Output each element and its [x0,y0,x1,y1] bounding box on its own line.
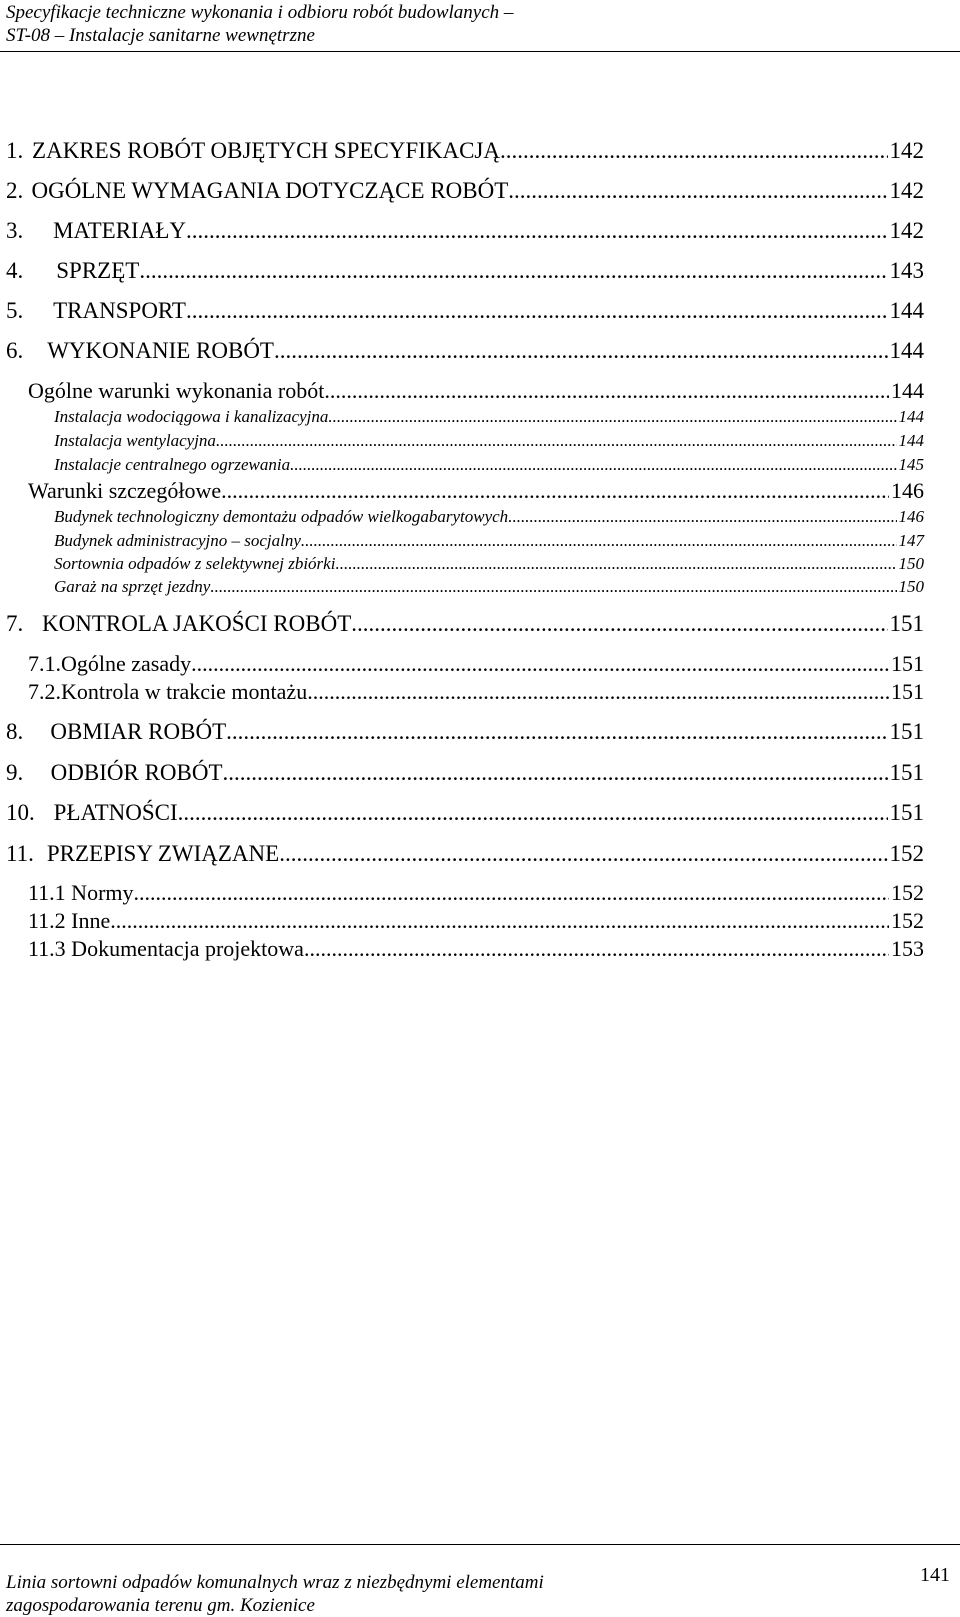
toc-leader-dots [301,530,897,551]
page-footer [0,1544,960,1617]
toc-leader-dots [500,137,888,165]
toc-subsubentry[interactable] [54,553,924,574]
footer-line-1: Linia sortowni odpadów komunalnych wraz z niezbędnymi elementami [6,1572,544,1593]
toc-entry-number: 9. [6,760,24,785]
toc-leader-dots [324,378,889,404]
toc-leader-dots [134,880,889,906]
toc-leader-dots [191,651,889,677]
toc-entry-page: 144 [891,378,924,403]
toc-entry-page: 147 [898,531,924,550]
toc-entry[interactable] [6,610,924,638]
toc-entry-title: Instalacje centralnego ogrzewania [54,455,291,474]
toc-entry-title: PŁATNOŚCI [53,800,178,825]
toc-entry-page: 144 [889,338,924,363]
toc-subentry[interactable] [28,478,924,504]
toc-entry[interactable] [6,840,924,868]
toc-entry-title: OBMIAR ROBÓT [50,719,227,744]
page-header [0,0,960,52]
toc-entry-title: Warunki szczegółowe [28,478,222,503]
toc-subsubentry[interactable] [54,576,924,597]
toc-entry-number: 1. [6,138,24,163]
toc-leader-dots [508,506,896,527]
toc-entry-page: 142 [889,218,924,243]
toc-leader-dots [508,177,887,205]
toc-entry-number: 7. [6,611,24,636]
toc-leader-dots [307,679,889,705]
toc-entry[interactable] [6,137,924,165]
toc-leader-dots [216,430,897,451]
toc-entry[interactable] [6,799,924,827]
toc-entry-page: 144 [889,298,924,323]
toc-leader-dots [139,257,887,285]
toc-leader-dots [351,610,887,638]
toc-entry-page: 142 [889,138,924,163]
toc-entry-page: 152 [891,908,924,933]
toc-entry-page: 142 [889,178,924,203]
toc-entry-page: 151 [889,800,924,825]
toc-entry-number: 6. [6,338,24,363]
toc-subsubentry[interactable] [54,406,924,427]
toc-entry-page: 146 [891,478,924,503]
toc-entry[interactable] [6,177,924,205]
toc-entry-title: TRANSPORT [53,298,186,323]
toc-entry-page: 151 [889,719,924,744]
toc-entry-title: SPRZĘT [56,258,140,283]
toc-subentry[interactable] [28,651,924,677]
toc-entry[interactable] [6,718,924,746]
toc-entry-page: 152 [891,880,924,905]
toc-entry-title: KONTROLA JAKOŚCI ROBÓT [42,611,352,636]
toc-leader-dots [186,297,888,325]
toc-entry-page: 150 [898,577,924,596]
toc-subentry[interactable] [28,908,924,934]
toc-entry-title: 11.1 Normy [28,880,134,905]
toc-entry-number: 4. [6,258,24,283]
toc-leader-dots [221,478,889,504]
toc-entry-page: 151 [889,611,924,636]
toc-entry-title: WYKONANIE ROBÓT [47,338,274,363]
toc-leader-dots [274,337,888,365]
toc-entry-page: 146 [898,507,924,526]
header-line-1: Specyfikacje techniczne wykonania i odbioru robót budowlanych – [6,2,514,23]
toc-subentry[interactable] [28,679,924,705]
toc-entry-page: 150 [898,554,924,573]
toc-subsubentry[interactable] [54,506,924,527]
toc-leader-dots [328,406,896,427]
toc-subsubentry[interactable] [54,530,924,551]
toc-leader-dots [110,908,889,934]
toc-leader-dots [335,553,896,574]
toc-entry-number: 5. [6,298,24,323]
toc-leader-dots [178,799,888,827]
toc-subentry[interactable] [28,880,924,906]
toc-entry-number: 2. [6,178,24,203]
toc-entry-title: ZAKRES ROBÓT OBJĘTYCH SPECYFIKACJĄ [32,138,500,163]
page-number: 141 [920,1564,950,1586]
toc-entry-number: 3. [6,218,24,243]
toc-entry-page: 151 [891,679,924,704]
toc-subentry[interactable] [28,936,924,962]
toc-entry-page: 144 [898,431,924,450]
toc-entry-page: 153 [891,936,924,961]
toc-entry-number: 11. [6,841,34,866]
toc-leader-dots [290,454,896,475]
footer-line-2: zagospodarowania terenu gm. Kozienice [6,1595,315,1616]
toc-entry-title: Instalacja wentylacyjna [54,431,216,450]
toc-leader-dots [223,759,888,787]
toc-entry[interactable] [6,297,924,325]
toc-entry-title: Garaż na sprzęt jezdny [54,577,211,596]
toc-entry-title: ODBIÓR ROBÓT [50,760,223,785]
toc-entry-title: Budynek administracyjno – socjalny [54,531,301,550]
toc-entry-title: Ogólne zasady [61,651,192,676]
toc-entry-title: 11.2 Inne [28,908,111,933]
footer-divider [0,1544,960,1545]
toc-entry-number: 10. [6,800,35,825]
toc-entry-page: 151 [889,760,924,785]
header-line-2: ST-08 – Instalacje sanitarne wewnętrzne [6,25,315,46]
toc-leader-dots [186,217,888,245]
toc-entry-title: Ogólne warunki wykonania robót [28,378,325,403]
toc-entry-number: 8. [6,719,24,744]
toc-entry-title: PRZEPISY ZWIĄZANE [46,841,280,866]
toc-entry[interactable] [6,217,924,245]
toc-entry-page: 143 [889,258,924,283]
toc-leader-dots [226,718,887,746]
toc-leader-dots [279,840,887,868]
toc-leader-dots [304,936,889,962]
toc-entry-title: 11.3 Dokumentacja projektowa [28,936,304,961]
toc-entry-title: MATERIAŁY [53,218,186,243]
toc-entry-title: Kontrola w trakcie montażu [61,679,308,704]
toc-entry[interactable] [6,759,924,787]
toc-entry[interactable] [6,257,924,285]
toc-leader-dots [210,576,896,597]
toc-entry[interactable] [6,337,924,365]
toc-entry-title: Instalacja wodociągowa i kanalizacyjna [54,407,329,426]
toc-subsubentry[interactable] [54,454,924,475]
toc-subentry[interactable] [28,378,924,404]
toc-entry-page: 152 [889,841,924,866]
toc-entry-number: 7.2. [28,679,61,704]
toc-entry-title: Budynek technologiczny demontażu odpadów wielkogabarytowych [54,507,509,526]
toc-entry-title: Sortownia odpadów z selektywnej zbiórki [54,554,336,573]
toc-entry-number: 7.1. [28,651,61,676]
toc-entry-page: 145 [898,455,924,474]
toc-entry-title: OGÓLNE WYMAGANIA DOTYCZĄCE ROBÓT [31,178,509,203]
toc-subsubentry[interactable] [54,430,924,451]
toc-entry-page: 144 [898,407,924,426]
toc-entry-page: 151 [891,651,924,676]
